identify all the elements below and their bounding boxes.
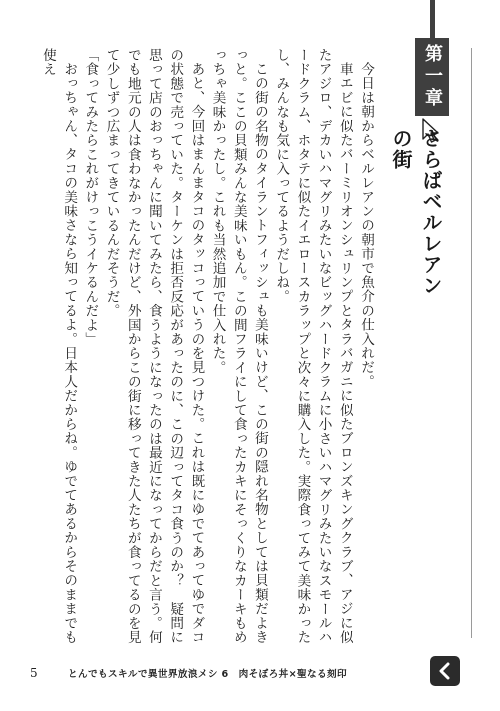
chapter-tab-stem	[430, 0, 435, 40]
margin-rule	[471, 48, 472, 638]
chevron-left-icon	[437, 662, 453, 680]
paragraph: 車エビに似たバーミリオンシュリンプとタラバガニに似たブロンズキングクラブ、アジに似たアジロ、デカいハマグリみたいなビッグハードクラムに小さいハマグリみたいなスモールハードクラム、ホタテに似たイエロースカラップと次々に購入した。実際食ってみて美味かったし、みんなも気に入ってるようだしね。	[273, 48, 353, 645]
paragraph: この街の名物のタイラントフィッシュも美味いけど、この街の隠れ名物としては貝類だよきっと。ここの貝類みんな美味いもん。この間フライにして食ったカキにそっくりなカーキもめっちゃ美味かったし。これも当然追加で仕入れた。	[209, 48, 268, 645]
body-text	[36, 48, 376, 646]
page-number: 5	[30, 666, 38, 680]
dialogue-line: 「食ってみたらこれがけっこうイケるんだよ」	[82, 48, 99, 347]
chapter-title: さらばベルレアンの街	[389, 128, 443, 296]
paragraph: あと、今回はまんまタコのタッコっていうのを見つけた。これは既にゆでてあってゆでダコの状態で売っていた。ターケンは拒否反応があったのに、この辺ってタコ食うのか？ 疑問に思って店のおっちゃんに聞いてみたら、食うようになったのは最近になってからだと言う。何でも地元の人は食わなかったんだけど、外国からこの街に移ってきた人たちが食ってるのを見て少しずつ広まってきているんだそうだ。	[103, 48, 205, 645]
paragraph: 今日は朝からベルレアンの朝市で魚介の仕入れだ。	[358, 61, 374, 389]
page-footer	[30, 663, 430, 683]
running-title: とんでもスキルで異世界放浪メシ 6 肉そぼろ丼×聖なる刻印	[68, 669, 347, 680]
chapter-tab	[415, 38, 449, 116]
paragraph: おっちゃん、タコの美味さなら知ってるよ。日本人だからね。ゆでてあるからそのままでも使え	[39, 48, 78, 644]
chapter-tab-label: 第一章	[422, 44, 443, 110]
back-button[interactable]	[430, 656, 460, 686]
